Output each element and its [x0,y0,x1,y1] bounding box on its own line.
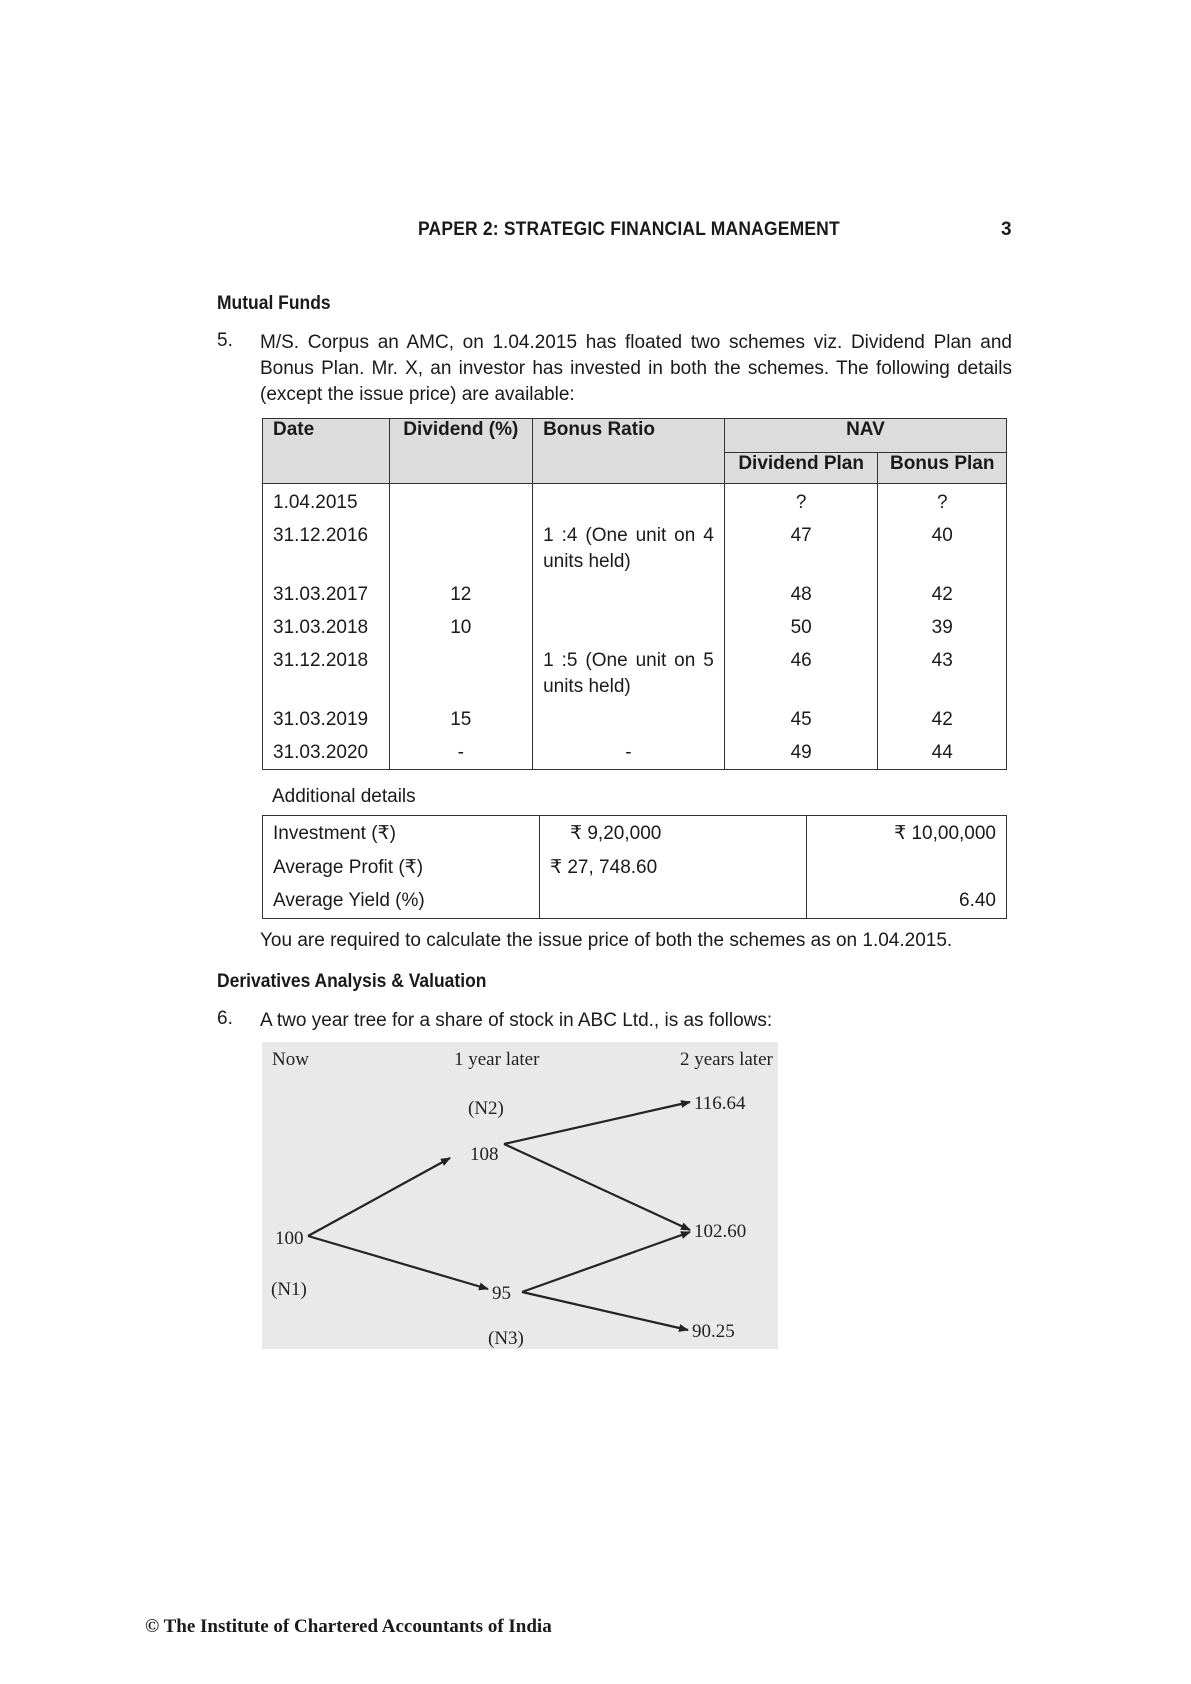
cell-label: Average Yield (%) [263,884,540,919]
cell-bonus-ratio [533,578,725,611]
cell-nav-dividend: 45 [724,703,878,736]
table-row [263,484,1007,520]
cell-bonus-plan: ₹ 10,00,000 [807,816,1007,851]
cell-date: 31.03.2019 [263,703,390,736]
section-heading-mutual-funds: Mutual Funds [217,293,331,314]
header-bonus-ratio: Bonus Ratio [533,419,725,484]
cell-bonus-ratio: 1 :5 (One unit on 5 units held) [533,644,725,703]
cell-dividend [389,519,533,578]
cell-date: 31.03.2017 [263,578,390,611]
cell-bonus-plan [807,850,1007,884]
table-row [263,703,1007,736]
cell-nav-dividend: 49 [724,736,878,770]
table-row [263,850,1007,884]
question-5-number: 5. [217,330,233,351]
cell-label: Average Profit (₹) [263,850,540,884]
node-n3-label: (N3) [488,1328,524,1349]
cell-dividend: 15 [389,703,533,736]
header-nav-bonus-plan: Bonus Plan [878,453,1007,484]
cell-nav-bonus: 42 [878,703,1007,736]
question-6-text: A two year tree for a share of stock in ABC Ltd., is as follows: [260,1010,773,1031]
edge-n1-n2 [308,1158,450,1236]
cell-dividend [389,484,533,520]
table-row [263,611,1007,644]
page-header-title: PAPER 2: STRATEGIC FINANCIAL MANAGEMENT [418,219,840,240]
tree-col-now: Now [272,1049,309,1070]
table-row [263,578,1007,611]
edge-n2-ud [504,1144,690,1230]
node-ud-value: 102.60 [694,1221,747,1242]
section-heading-derivatives: Derivatives Analysis & Valuation [217,971,487,992]
cell-date: 31.03.2018 [263,611,390,644]
cell-nav-bonus: 43 [878,644,1007,703]
additional-details-label: Additional details [272,786,416,807]
page-number: 3 [1001,219,1012,240]
cell-nav-bonus: ? [878,484,1007,520]
cell-dividend-plan: ₹ 9,20,000 [540,816,807,851]
cell-nav-bonus: 40 [878,519,1007,578]
cell-dividend: - [389,736,533,770]
cell-dividend-plan: ₹ 27, 748.60 [540,850,807,884]
tree-col-2-years: 2 years later [680,1049,773,1070]
tree-col-1-year: 1 year later [454,1049,540,1070]
cell-dividend: 12 [389,578,533,611]
node-n2-label: (N2) [468,1098,504,1119]
table-row [263,816,1007,851]
node-n1-value: 100 [275,1228,304,1249]
table-row [263,884,1007,919]
cell-bonus-plan: 6.40 [807,884,1007,919]
cell-dividend [389,644,533,703]
table-row [263,736,1007,770]
question-5-required-text: You are required to calculate the issue price of both the schemes as on 1.04.2015. [260,930,953,951]
cell-nav-dividend: 48 [724,578,878,611]
cell-label: Investment (₹) [263,816,540,851]
header-dividend: Dividend (%) [389,419,533,484]
cell-dividend: 10 [389,611,533,644]
node-n1-label: (N1) [271,1279,307,1300]
cell-nav-dividend: 46 [724,644,878,703]
cell-bonus-ratio: - [533,736,725,770]
cell-date: 31.12.2016 [263,519,390,578]
cell-bonus-ratio [533,611,725,644]
header-date: Date [263,419,390,484]
cell-nav-bonus: 42 [878,578,1007,611]
header-nav: NAV [724,419,1006,453]
cell-bonus-ratio [533,484,725,520]
cell-nav-dividend: 50 [724,611,878,644]
nav-table [262,418,1007,770]
node-uu-value: 116.64 [694,1093,746,1114]
cell-dividend-plan [540,884,807,919]
cell-nav-dividend: 47 [724,519,878,578]
node-dd-value: 90.25 [692,1321,735,1342]
binomial-tree-svg [262,1042,778,1349]
cell-bonus-ratio: 1 :4 (One unit on 4 units held) [533,519,725,578]
cell-date: 31.12.2018 [263,644,390,703]
header-nav-dividend-plan: Dividend Plan [724,453,878,484]
node-n2-value: 108 [470,1144,499,1165]
edge-n3-dd [522,1292,688,1330]
question-6-number: 6. [217,1008,233,1029]
footer-copyright: © The Institute of Chartered Accountants of India [145,1616,552,1637]
edge-n1-n3 [308,1236,488,1289]
table-row [263,519,1007,578]
edge-n3-ud [522,1232,690,1292]
binomial-tree-diagram [262,1042,778,1349]
cell-bonus-ratio [533,703,725,736]
cell-nav-bonus: 39 [878,611,1007,644]
cell-nav-bonus: 44 [878,736,1007,770]
cell-date: 31.03.2020 [263,736,390,770]
node-n3-value: 95 [492,1283,511,1304]
cell-date: 1.04.2015 [263,484,390,520]
cell-nav-dividend: ? [724,484,878,520]
table-row [263,644,1007,703]
question-5-text: M/S. Corpus an AMC, on 1.04.2015 has floated two schemes viz. Dividend Plan and Bonus Plan. Mr. X, an investor has invested in both the schemes. The following details (except the issue price) are available: [260,332,1012,405]
additional-details-table [262,815,1007,919]
edge-n2-uu [504,1102,690,1144]
